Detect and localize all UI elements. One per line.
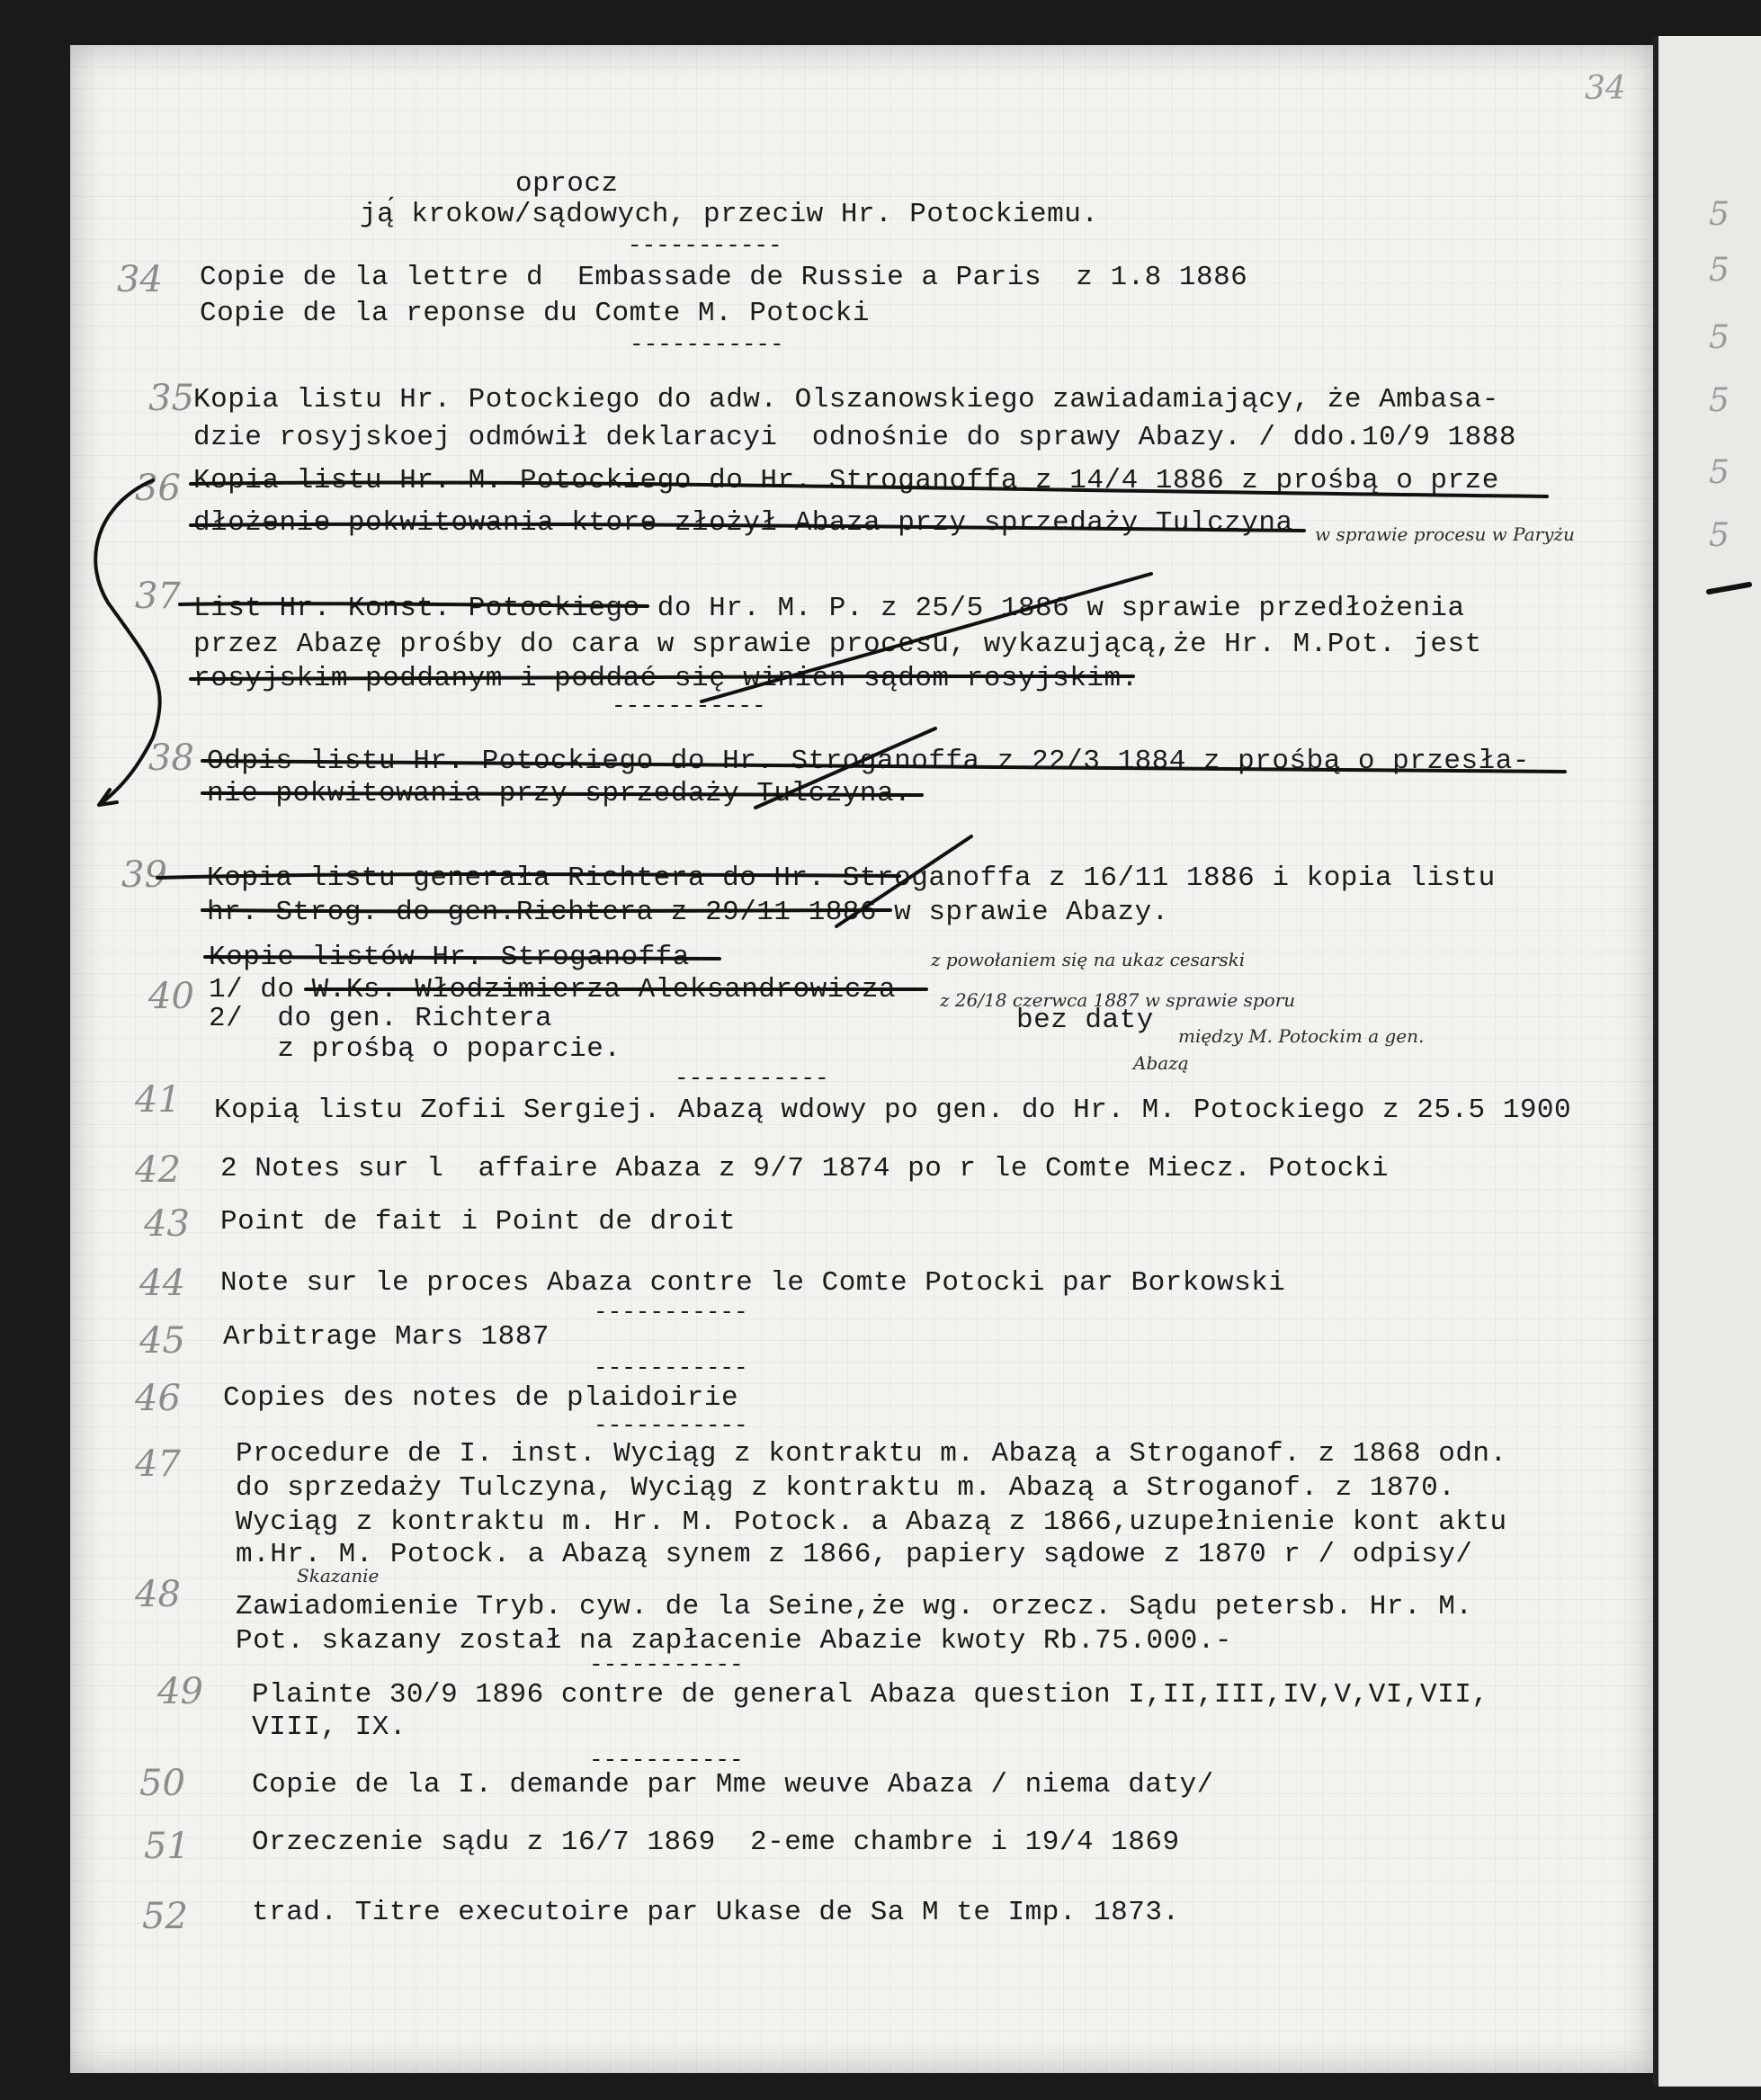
entry-number: 40 xyxy=(148,976,194,1017)
entry-number: 48 xyxy=(135,1574,181,1615)
entry-line: Point de fait i Point de droit xyxy=(220,1206,737,1238)
entry-line: Copies des notes de plaidoirie xyxy=(223,1382,739,1414)
handwritten-note: w sprawie procesu w Paryżu xyxy=(1315,523,1575,545)
header-line-1: oprocz xyxy=(515,168,619,200)
adjacent-margin-number: 5 xyxy=(1709,382,1730,419)
entry-line: Plainte 30/9 1896 contre de general Abaza question I,II,III,IV,V,VI,VII, xyxy=(252,1679,1489,1711)
entry-line: Arbitrage Mars 1887 xyxy=(223,1321,550,1353)
entry-line: Kopia listu generała Richtera do Hr. Stroganoffa z 16/11 1886 i kopia listu xyxy=(207,862,1496,894)
entry-line: Kopia listu Hr. M. Potockiego do Hr. Stroganoffa z 14/4 1886 z prośbą o prze xyxy=(193,465,1499,496)
entry-line: Pot. skazany został na zapłacenie Abazie kwoty Rb.75.000.- xyxy=(236,1625,1232,1657)
separator: ----------- xyxy=(628,232,782,259)
entry-line: m.Hr. M. Potock. a Abazą synem z 1866, papiery sądowe z 1870 r / odpisy/ xyxy=(236,1539,1473,1570)
entry-number: 46 xyxy=(135,1378,181,1419)
entry-line: Copie de la lettre d Embassade de Russie a Paris z 1.8 1886 xyxy=(200,262,1248,293)
separator: ----------- xyxy=(630,331,784,358)
entry-line: do sprzedaży Tulczyna, Wyciąg z kontraktu m. Abazą a Stroganof. z 1870. xyxy=(236,1472,1456,1504)
entry-number: 36 xyxy=(135,468,181,509)
entry-number: 37 xyxy=(135,576,181,617)
entry-line: 2/ do gen. Richtera xyxy=(209,1003,553,1034)
handwritten-note: z 26/18 czerwca 1887 w sprawie sporu xyxy=(940,989,1296,1011)
entry-line: hr. Strog. do gen.Richtera z 29/11 1886 w sprawie Abazy. xyxy=(207,897,1169,928)
entry-line: przez Abazę prośby do cara w sprawie procesu, wykazującą,że Hr. M.Pot. jest xyxy=(193,629,1482,660)
entry-number: 45 xyxy=(139,1320,185,1362)
handwritten-note: z powołaniem się na ukaz cesarski xyxy=(931,949,1246,970)
entry-number: 44 xyxy=(139,1263,185,1304)
entry-number: 50 xyxy=(139,1763,185,1804)
separator: ----------- xyxy=(589,1651,744,1678)
separator: ----------- xyxy=(589,1747,744,1774)
entry-line: nie pokwitowania przy sprzedaży Tulczyna. xyxy=(207,778,912,809)
handwritten-note: Skazanie xyxy=(297,1565,380,1586)
separator: ----------- xyxy=(594,1299,748,1326)
entry-number: 34 xyxy=(117,259,163,300)
entry-line: trad. Titre executoire par Ukase de Sa M te Imp. 1873. xyxy=(252,1897,1180,1928)
entry-line: Wyciąg z kontraktu m. Hr. M. Potock. a Abazą z 1866,uzupełnienie kont aktu xyxy=(236,1506,1507,1538)
page-number: 34 xyxy=(1585,70,1626,107)
handwritten-note: między M. Potockim a gen. xyxy=(1178,1025,1425,1047)
entry-line: Copie de la reponse du Comte M. Potocki xyxy=(200,298,871,329)
entry-number: 39 xyxy=(121,854,167,896)
adjacent-margin-number: 5 xyxy=(1709,319,1730,356)
entry-line: dłożenie pokwitowania ktore złożył Abaza przy sprzedaży Tulczyna xyxy=(193,507,1293,539)
entry-line: z prośbą o poparcie. xyxy=(209,1033,621,1065)
entry-line: Copie de la I. demande par Mme weuve Abaza / niema daty/ xyxy=(252,1769,1214,1801)
entry-line: dzie rosyjskoej odmówił deklaracyi odnośnie do sprawy Abazy. / ddo.10/9 1888 xyxy=(193,422,1516,453)
adjacent-margin-number: 5 xyxy=(1709,252,1730,289)
adjacent-margin-number: 5 xyxy=(1709,454,1730,491)
adjacent-margin-number: 5 xyxy=(1709,517,1730,554)
entry-number: 51 xyxy=(144,1826,190,1867)
entry-line: Kopia listu Hr. Potockiego do adw. Olszanowskiego zawiadamiający, że Ambasa- xyxy=(193,384,1499,416)
entry-number: 43 xyxy=(144,1203,190,1245)
entry-line: Kopią listu Zofii Sergiej. Abazą wdowy po gen. do Hr. M. Potockiego z 25.5 1900 xyxy=(214,1095,1572,1126)
header-line-2: ją́ krokow/sądowych, przeciw Hr. Potockiemu. xyxy=(360,199,1099,230)
entry-number: 35 xyxy=(148,378,194,419)
entry-line: Orzeczenie sądu z 16/7 1869 2-eme chambre i 19/4 1869 xyxy=(252,1827,1180,1858)
entry-line: Note sur le proces Abaza contre le Comte Potocki par Borkowski xyxy=(220,1267,1286,1299)
entry-line: List Hr. Konst. Potockiego do Hr. M. P. z 25/5 1886 w sprawie przedłożenia xyxy=(193,593,1465,624)
entry-number: 49 xyxy=(157,1671,203,1712)
entry-line: Zawiadomienie Tryb. cyw. de la Seine,że wg. orzecz. Sądu petersb. Hr. M. xyxy=(236,1591,1473,1622)
entry-number: 52 xyxy=(142,1896,188,1937)
entry-line: Kopie listów Hr. Stroganoffa xyxy=(209,942,690,973)
entry-line: rosyjskim poddanym i poddać się winien sądom rosyjskim. xyxy=(193,663,1139,694)
entry-side-text: bez daty xyxy=(1016,1005,1154,1036)
entry-line: 2 Notes sur l affaire Abaza z 9/7 1874 po r le Comte Miecz. Potocki xyxy=(220,1153,1390,1184)
entry-line: Procedure de I. inst. Wyciąg z kontraktu m. Abazą a Stroganof. z 1868 odn. xyxy=(236,1438,1507,1470)
entry-number: 42 xyxy=(135,1149,181,1191)
separator: ----------- xyxy=(594,1412,748,1439)
entry-line: VIII, IX. xyxy=(252,1711,407,1743)
entry-number: 41 xyxy=(135,1079,181,1121)
entry-line: Odpis listu Hr. Potockiego do Hr. Stroganoffa z 22/3 1884 z prośbą o przesła- xyxy=(207,746,1530,777)
separator: ----------- xyxy=(612,693,766,719)
adjacent-margin-number: 5 xyxy=(1709,196,1730,233)
separator: ----------- xyxy=(675,1065,829,1092)
entry-number: 47 xyxy=(135,1443,181,1485)
entry-number: 38 xyxy=(148,737,194,779)
handwritten-note: Abazą xyxy=(1133,1052,1189,1074)
separator: ----------- xyxy=(594,1354,748,1381)
entry-line: 1/ do W.Ks. Włodzimierza Aleksandrowicza xyxy=(209,974,897,1005)
